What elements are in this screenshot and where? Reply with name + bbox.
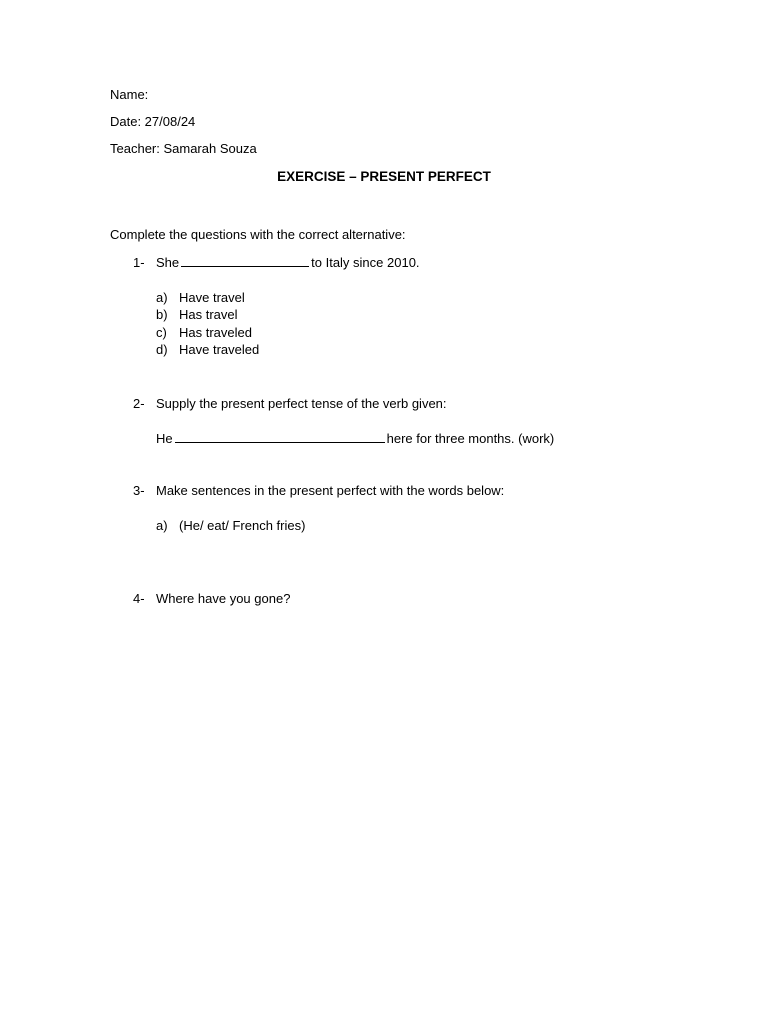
q1-answer-blank[interactable] (181, 255, 309, 267)
q1-option-d-letter: d) (156, 342, 168, 357)
q3-item-a: (He/ eat/ French fries) (179, 518, 306, 533)
q1-option-d: Have traveled (179, 342, 260, 357)
q4-prompt: Where have you gone? (156, 591, 291, 606)
worksheet-title: EXERCISE – PRESENT PERFECT (277, 169, 491, 184)
q2-sentence (156, 431, 554, 447)
q4-number: 4- (133, 591, 145, 606)
q1-option-c-letter: c) (156, 325, 167, 340)
q2-number: 2- (133, 396, 145, 411)
q1-option-b-letter: b) (156, 307, 168, 322)
q1-option-a: Have travel (179, 290, 245, 305)
q1-option-b: Has travel (179, 307, 238, 322)
q1-sentence (156, 255, 420, 271)
q1-option-a-letter: a) (156, 290, 168, 305)
q3-number: 3- (133, 483, 145, 498)
q2-answer-blank[interactable] (175, 431, 385, 443)
q2-prompt: Supply the present perfect tense of the verb given: (156, 396, 447, 411)
instructions: Complete the questions with the correct alternative: (110, 227, 406, 242)
q2-suffix: here for three months. (work) (386, 431, 555, 446)
q3-prompt: Make sentences in the present perfect with the words below: (156, 483, 505, 498)
q1-prefix: She (156, 255, 180, 270)
q2-prefix: He (156, 431, 173, 446)
teacher-label: Teacher: Samarah Souza (110, 141, 257, 156)
q3-item-a-letter: a) (156, 518, 168, 533)
q1-number: 1- (133, 255, 145, 270)
q1-suffix: to Italy since 2010. (311, 255, 420, 270)
q1-option-c: Has traveled (179, 325, 252, 340)
date-label: Date: 27/08/24 (110, 114, 196, 129)
name-label: Name: (110, 87, 149, 102)
